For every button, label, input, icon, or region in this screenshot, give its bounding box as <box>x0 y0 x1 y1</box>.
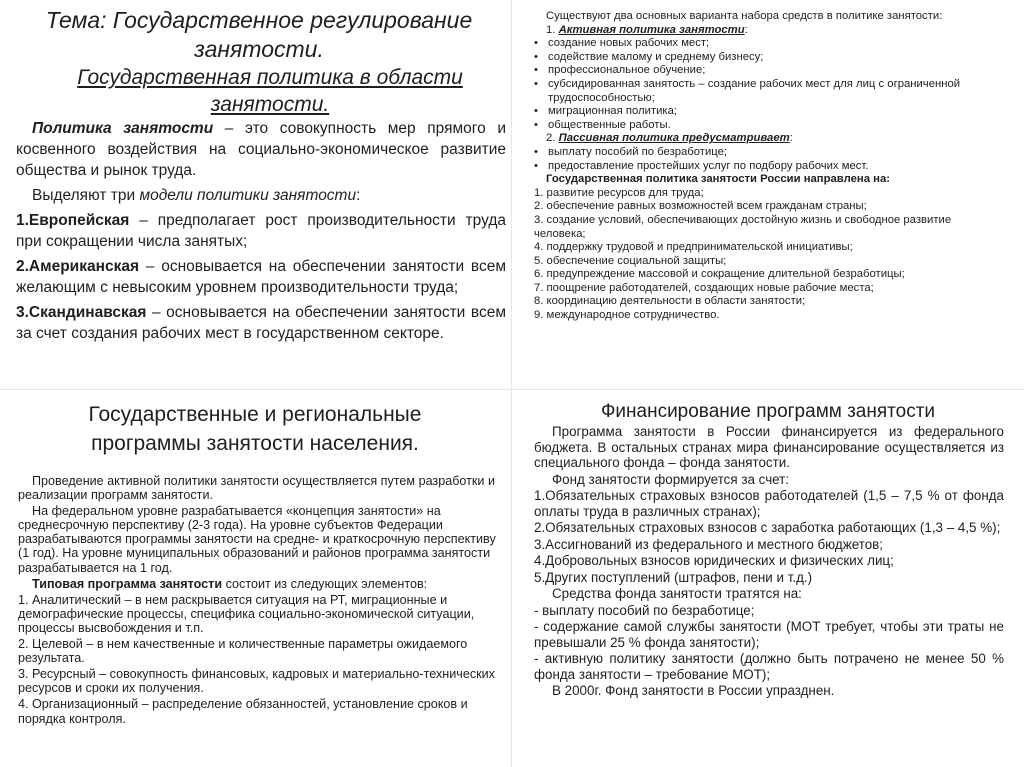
list-item: - выплату пособий по безработице; <box>534 602 755 618</box>
list-item: • общественные работы. <box>534 118 671 131</box>
definition-paragraph <box>16 118 506 181</box>
list-item: 4. поддержку трудовой и предпринимательской инициативы; <box>534 241 853 254</box>
list-item: 8. координацию деятельности в области занятости; <box>534 295 806 308</box>
list-item: 3. создание условий, обеспечивающих достойную жизнь и свободное развитие человека; <box>534 213 952 240</box>
slide1-body <box>16 118 506 348</box>
models-term: модели политики занятости <box>139 187 357 204</box>
slide4-paragraph: Программа занятости в России финансируется из федерального бюджета. В остальных странах мира финансирование осуществляется из специального фонда – фонда занятости. <box>534 424 1004 470</box>
slide3-paragraph: На федеральном уровне разрабатывается «концепция занятости» на среднесрочную перспективу (2-3 года). На уровне субъектов Федерации разрабатываются программы занятости на средне- и краткосрочную перспективу (1 год). На уровне муниципальных образований и районов программа занятости разрабатывается на 1 год. <box>18 504 496 575</box>
list-item: - содержание самой службы занятости (МОТ требует, чтобы эти траты не превышали 25 % фонда занятости); <box>534 619 1004 650</box>
slide3-body <box>18 474 502 728</box>
russia-policy-heading: Государственная политика занятости России направлена на: <box>546 173 891 186</box>
list-item: 5.Других поступлений (штрафов, пени и т.д.) <box>534 569 813 585</box>
closing-note: В 2000г. Фонд занятости в России упразднен. <box>552 683 835 698</box>
slide4-title: Финансирование программ занятости <box>600 401 936 422</box>
list-item: 2. обеспечение равных возможностей всем гражданам страны; <box>534 200 867 213</box>
list-item: 6. предупреждение массовой и сокращение длительной безработицы; <box>534 268 905 281</box>
list-item: 3.Ассигнований из федерального и местного бюджетов; <box>534 536 883 552</box>
active-policy-list <box>534 37 1004 132</box>
list-item: 4. Организационный – распределение обязанностей, установление сроков и порядка контроля. <box>18 697 468 726</box>
slide3-paragraph: Проведение активной политики занятости осуществляется путем разработки и реализации программ занятости. <box>18 474 496 503</box>
slide3-title: Государственные и региональные программы занятости населения. <box>88 403 422 455</box>
list-item: - активную политику занятости (должно быть потрачено не менее 50 % фонда занятости – требование МОТ); <box>534 651 1004 682</box>
definition-term: Политика занятости <box>32 120 214 137</box>
list-item: 5. обеспечение социальной защиты; <box>534 254 727 267</box>
slide-employment-policy <box>0 0 512 390</box>
slide1-subtitle: Государственная политика в области занятости. <box>77 66 463 116</box>
passive-policy-heading: 2. Пассивная политика предусматривает: <box>546 132 793 145</box>
slide-employment-programs <box>0 390 512 767</box>
slide2-intro: Существуют два основных варианта набора средств в политике занятости: <box>546 10 943 22</box>
spending-intro: Средства фонда занятости тратятся на: <box>552 586 802 601</box>
slide1-title: Тема: Государственное регулирование занятости. <box>45 7 473 62</box>
slide-program-financing <box>512 390 1024 767</box>
typical-program-intro: Типовая программа занятости состоит из следующих элементов: <box>32 576 428 591</box>
list-item: 1.Обязательных страховых взносов работодателей (1,5 – 7,5 % от фонда оплаты труда в различных странах); <box>534 488 1004 519</box>
list-item: • миграционная политика; <box>534 105 677 118</box>
list-item: 4.Добровольных взносов юридических и физических лиц; <box>534 553 894 568</box>
list-item: 1. Аналитический – в нем раскрывается ситуация на РТ, миграционные и демографические процессы, специфика социально-экономической ситуации, процессы высвобождения и т.п. <box>18 592 475 635</box>
list-item: • профессиональное обучение; <box>534 64 706 77</box>
list-item: 3. Ресурсный – совокупность финансовых, кадровых и материально-технических ресурсов и сроки их получения. <box>18 667 495 696</box>
models-intro: Выделяют три модели политики занятости: <box>32 187 361 204</box>
fund-intro: Фонд занятости формируется за счет: <box>552 471 790 487</box>
slide2-body <box>534 10 1004 323</box>
list-item: • предоставление простейших услуг по подбору рабочих мест. <box>534 159 869 172</box>
model-item: 2.Американская – основывается на обеспечении занятости всем желающим с невысоким уровнем производительности труда; <box>16 258 506 296</box>
list-item: 7. поощрение работодателей, создающих новые рабочие места; <box>534 281 874 294</box>
model-item: 3.Скандинавская – основывается на обеспечении занятости всем за счет создания рабочих мест в государственном секторе. <box>16 304 506 342</box>
list-item: 9. международное сотрудничество. <box>534 309 720 322</box>
list-item: • выплату пособий по безработице; <box>534 145 728 158</box>
model-item: 1.Европейская – предполагает рост производительности труда при сокращении числа занятых; <box>16 212 506 250</box>
slide-policy-tools <box>512 0 1024 390</box>
passive-policy-list <box>534 146 1004 173</box>
list-item: • субсидированная занятость – создание рабочих мест для лиц с ограниченной трудоспособностью; <box>534 77 961 104</box>
list-item: 1. развитие ресурсов для труда; <box>534 186 704 199</box>
russia-policy-list <box>534 187 1004 323</box>
slide4-body <box>534 424 1004 700</box>
list-item: 2. Целевой – в нем качественные и количественные параметры ожидаемого результата. <box>18 637 468 666</box>
list-item: • создание новых рабочих мест; <box>534 37 710 50</box>
list-item: 2.Обязательных страховых взносов с заработка работающих (1,3 – 4,5 %); <box>534 520 1001 535</box>
definition-text: – это совокупность мер прямого и косвенного воздействия на социально-экономическое развитие общества и рынок труда. <box>16 120 506 179</box>
active-policy-heading: 1. Активная политика занятости: <box>546 23 748 36</box>
list-item: • содействие малому и среднему бизнесу; <box>534 50 764 63</box>
